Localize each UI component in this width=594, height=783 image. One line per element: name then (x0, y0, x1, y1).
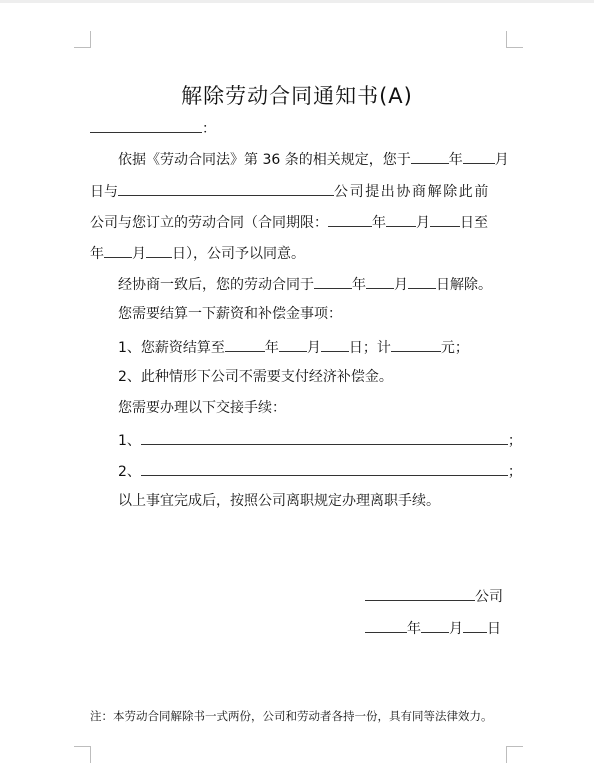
recipient-name-blank[interactable] (90, 117, 202, 133)
signature-year-blank[interactable] (365, 617, 407, 633)
termination-year-blank[interactable] (314, 273, 352, 289)
closing-sentence: 以上事宜完成后，按照公司离职规定办理离职手续。 (118, 493, 440, 509)
margin-mark-bottom-left (74, 746, 91, 763)
document-title: 解除劳动合同通知书(A) (181, 84, 413, 108)
handover-item-2-blank[interactable] (141, 460, 508, 476)
salary-year-blank[interactable] (225, 336, 265, 352)
term-start-month-blank[interactable] (386, 211, 416, 227)
signature-company-line: 公司 (365, 585, 503, 607)
salary-day-blank[interactable] (321, 336, 349, 352)
termination-day-blank[interactable] (408, 273, 436, 289)
signature-company-blank[interactable] (365, 585, 475, 601)
term-start-day-blank[interactable] (430, 211, 460, 227)
paragraph-2: 经协商一致后，您的劳动合同于 年 月 日解除。 (118, 273, 492, 295)
term-end-month-blank[interactable] (104, 242, 132, 258)
term-end-day-blank[interactable] (146, 242, 172, 258)
margin-mark-top-right (506, 31, 523, 48)
paragraph-1-line-2: 日与 公司提出协商解除此前 (90, 180, 490, 202)
handover-heading: 您需要办理以下交接手续： (118, 400, 286, 416)
signature-month-blank[interactable] (421, 617, 449, 633)
handover-item-2: 2、 ； (118, 460, 522, 482)
company-name-blank[interactable] (118, 180, 334, 196)
paragraph-1-line-3: 公司与您订立的劳动合同（合同期限： 年 月 日至 (90, 211, 488, 233)
settlement-item-1: 1、您薪资结算至 年 月 日；计 元； (118, 336, 469, 358)
term-start-year-blank[interactable] (328, 211, 372, 227)
handover-item-1-blank[interactable] (141, 429, 508, 445)
salary-amount-blank[interactable] (391, 336, 441, 352)
handover-item-1: 1、 ； (118, 429, 522, 451)
salutation-line: ： (90, 117, 216, 139)
date-month-blank[interactable] (463, 148, 495, 164)
settlement-heading: 您需要结算一下薪资和补偿金事项： (118, 306, 342, 322)
signature-date-line: 年 月 日 (365, 617, 501, 639)
signature-day-blank[interactable] (463, 617, 487, 633)
page-top-edge (0, 0, 594, 3)
margin-mark-bottom-right (506, 746, 523, 763)
paragraph-1-line-1: 依据《劳动合同法》第 36 条的相关规定，您于 年 月 (118, 148, 509, 170)
settlement-item-2: 2、此种情形下公司不需要支付经济补偿金。 (118, 369, 393, 385)
margin-mark-top-left (74, 31, 91, 48)
salary-month-blank[interactable] (279, 336, 307, 352)
date-year-blank[interactable] (411, 148, 449, 164)
paragraph-1-line-4: 年 月 日），公司予以同意。 (90, 242, 305, 264)
termination-month-blank[interactable] (366, 273, 394, 289)
footnote: 注：本劳动合同解除书一式两份，公司和劳动者各持一份，具有同等法律效力。 (90, 709, 493, 723)
